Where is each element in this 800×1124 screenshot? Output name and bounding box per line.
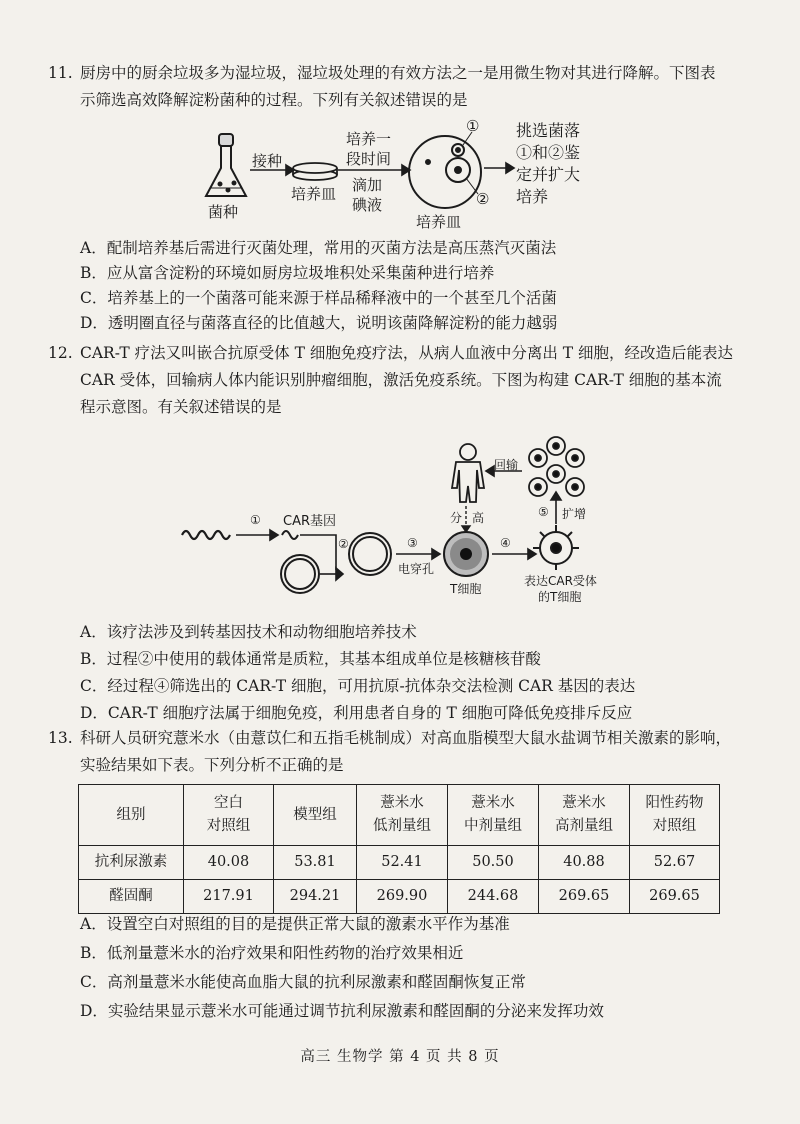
table-row: 醛固酮 217.91 294.21 269.90 244.68 269.65 269.65 bbox=[79, 880, 720, 914]
q11-stem: 11. 厨房中的厨余垃圾多为湿垃圾，湿垃圾处理的有效方法之一是用微生物对其进行降解。下图表 示筛选高效降解淀粉菌种的过程。下列有关叙述错误的是 bbox=[48, 60, 768, 114]
header-high-dose: 薏米水 高剂量组 bbox=[539, 785, 630, 846]
iodine-label-1: 滴加 bbox=[352, 176, 383, 194]
step-1-marker: ① bbox=[250, 513, 261, 527]
header-mid-dose: 薏米水 中剂量组 bbox=[448, 785, 539, 846]
q12-option-c: C．经过程④筛选出的 CAR-T 细胞，可用抗原-抗体杂交法检测 CAR 基因的表达 bbox=[80, 677, 636, 695]
q11-option-c: C．培养基上的一个菌落可能来源于样品稀释液中的一个甚至几个活菌 bbox=[80, 289, 557, 307]
q13-number: 13. bbox=[48, 729, 73, 747]
dish1-label: 培养皿 bbox=[291, 185, 337, 203]
recombinant-plasmid-icon bbox=[349, 533, 391, 575]
q13-option-c: C．高剂量薏米水能使高血脂大鼠的抗利尿激素和醛固酮恢复正常 bbox=[80, 973, 526, 991]
culture-time-label-1: 培养一 bbox=[346, 130, 392, 148]
return-label: 回输 bbox=[494, 458, 519, 472]
car-gene-label: CAR基因 bbox=[283, 514, 337, 529]
q11-option-d: D．透明圈直径与菌落直径的比值越大，说明该菌降解淀粉的能力越弱 bbox=[80, 314, 558, 332]
express-car-label-1: 表达CAR受体 bbox=[524, 574, 597, 588]
iodine-label-2: 碘液 bbox=[352, 196, 383, 214]
step-4-marker: ④ bbox=[500, 536, 511, 550]
flask-label: 菌种 bbox=[208, 203, 239, 221]
q12-option-b: B．过程②中使用的载体通常是质粒，其基本组成单位是核糖核苷酸 bbox=[80, 650, 541, 668]
electroporation-label: 电穿孔 bbox=[398, 562, 435, 576]
q11-option-a: A．配制培养基后需进行灭菌处理，常用的灭菌方法是高压蒸汽灭菌法 bbox=[80, 239, 557, 257]
gene-wave-icon bbox=[182, 531, 230, 539]
inoculate-label: 接种 bbox=[252, 152, 283, 170]
colony-marker-1: ① bbox=[466, 117, 480, 135]
amplify-label: 扩增 bbox=[562, 507, 587, 521]
header-low-dose: 薏米水 低剂量组 bbox=[357, 785, 448, 846]
header-model: 模型组 bbox=[274, 785, 357, 846]
table-row: 抗利尿激素 40.08 53.81 52.41 50.50 40.88 52.67 bbox=[79, 846, 720, 880]
header-positive-drug: 阳性药物 对照组 bbox=[630, 785, 720, 846]
q13-stem: 13. 科研人员研究薏米水（由薏苡仁和五指毛桃制成）对高血脂模型大鼠水盐调节相关激素的影响， 实验结果如下表。下列分析不正确的是 bbox=[48, 725, 768, 779]
car-gene-wave-icon bbox=[282, 531, 298, 539]
header-blank-control: 空白 对照组 bbox=[184, 785, 274, 846]
q11-option-b: B．应从富含淀粉的环境如厨房垃圾堆积处采集菌种进行培养 bbox=[80, 264, 495, 282]
separate-label-left: 分 bbox=[450, 511, 463, 525]
q12-number: 12. bbox=[48, 344, 73, 362]
q12-stem: 12. CAR-T 疗法又叫嵌合抗原受体 T 细胞免疫疗法，从病人血液中分离出 T 细胞，经改造后能表达 CAR 受体，回输病人体内能识别肿瘤细胞，激活免疫系统。下图为构建 CAR-T 细胞的基本流 程示意图。有关叙述错误的是 bbox=[48, 340, 768, 421]
header-group: 组别 bbox=[79, 785, 184, 846]
colony-marker-2: ② bbox=[476, 190, 490, 208]
q12-option-a: A．该疗法涉及到转基因技术和动物细胞培养技术 bbox=[80, 623, 417, 641]
separate-label-right: 高 bbox=[472, 511, 485, 525]
select-colony-text: 挑选菌落 ①和②鉴 定并扩大 培养 bbox=[516, 121, 581, 206]
q12-option-d: D．CAR-T 细胞疗法属于细胞免疫，利用患者自身的 T 细胞可降低免疫排斥反应 bbox=[80, 704, 633, 722]
page-footer: 高三 生物学 第 4 页 共 8 页 bbox=[300, 1049, 500, 1065]
expanded-cells-icon bbox=[529, 437, 584, 496]
dish2-label: 培养皿 bbox=[416, 213, 462, 231]
step-2-marker: ② bbox=[338, 537, 349, 551]
q13-option-d: D．实验结果显示薏米水可能通过调节抗利尿激素和醛固酮的分泌来发挥功效 bbox=[80, 1002, 604, 1020]
step-3-marker: ③ bbox=[407, 536, 418, 550]
hormone-table bbox=[78, 784, 720, 914]
car-t-cell-icon bbox=[533, 525, 579, 570]
express-car-label-2: 的T细胞 bbox=[538, 590, 582, 604]
plasmid-icon bbox=[281, 555, 319, 593]
step-5-marker: ⑤ bbox=[538, 505, 549, 519]
table-header-row bbox=[79, 785, 720, 846]
patient-figure-icon bbox=[452, 444, 484, 502]
q13-option-a: A．设置空白对照组的目的是提供正常大鼠的激素水平作为基准 bbox=[80, 915, 510, 933]
culture-time-label-2: 段时间 bbox=[346, 150, 392, 168]
q13-option-b: B．低剂量薏米水的治疗效果和阳性药物的治疗效果相近 bbox=[80, 944, 464, 962]
t-cell-label: T细胞 bbox=[450, 582, 482, 596]
t-cell-icon bbox=[444, 532, 488, 576]
q11-number: 11. bbox=[48, 64, 73, 82]
